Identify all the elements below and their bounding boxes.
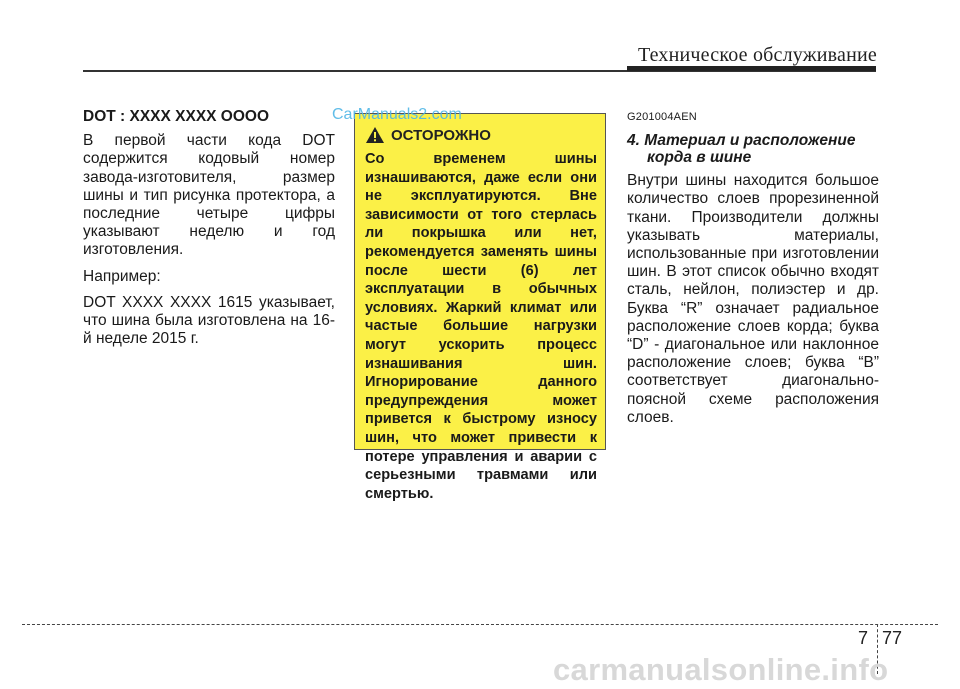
section-title-line1: Материал и расположение	[644, 132, 856, 150]
cord-material-paragraph: Внутри шины находится большое количество слоев прорезиненной ткани. Производители должны указывать материалы, использованные при изготовлении шин. В этот список обычно входят сталь, нейлон, полиэстер и др. Буква “R” означает радиальное расположение слоев корда; буква “D” - диагональное или наклонное расположение слоев; буква “B” соответствует диагонально-поясной схеме расположения слоев.	[627, 172, 879, 426]
warning-header	[365, 124, 491, 146]
page-header-title: Техническое обслуживание	[637, 44, 877, 66]
right-column	[627, 108, 879, 435]
watermark-bottom: carmanualsonline.info	[553, 652, 889, 687]
section-title	[627, 132, 879, 166]
footer-dashed-rule	[22, 624, 938, 625]
section-title-line2: корда в шине	[647, 149, 752, 167]
left-column	[83, 108, 335, 356]
dot-example-paragraph: DOT XXXX XXXX 1615 указывает, что шина была изготовлена на 16-й неделе 2015 г.	[83, 293, 335, 348]
warning-text: Со временем шины изнашиваются, даже если они не эксплуатируются. Вне зависимости от того стерлась ли покрышка или нет, рекомендуется заменять шины после шести (6) лет эксплуатации в обычных условиях. Жаркий климат или частые большие нагрузки могут ускорить процесс изнашивания шин. Игнорирование данного предупреждения может привется к быстрому износу шин, что может привести к потере управления и аварии с серьезными травмами или смертью.	[365, 151, 597, 502]
section-code: G201004AEN	[627, 111, 697, 123]
dot-code-heading: DOT : XXXX XXXX OOOO	[83, 108, 270, 125]
dot-description-paragraph: В первой части кода DOT содержится кодовый номер завода-изготовителя, размер шины и тип рисунка протектора, а последние четыре цифры указывают неделю и год изготовления.	[83, 132, 335, 259]
warning-title: ОСТОРОЖНО	[391, 126, 491, 144]
warning-triangle-icon	[365, 126, 385, 144]
page-number: 77	[882, 628, 903, 648]
chapter-number: 7	[858, 628, 869, 648]
watermark-top: CarManuals2.com	[332, 106, 462, 123]
example-label: Например:	[83, 267, 161, 285]
section-number: 4.	[627, 132, 640, 150]
warning-box	[354, 113, 606, 502]
header-rule-accent	[627, 66, 876, 71]
